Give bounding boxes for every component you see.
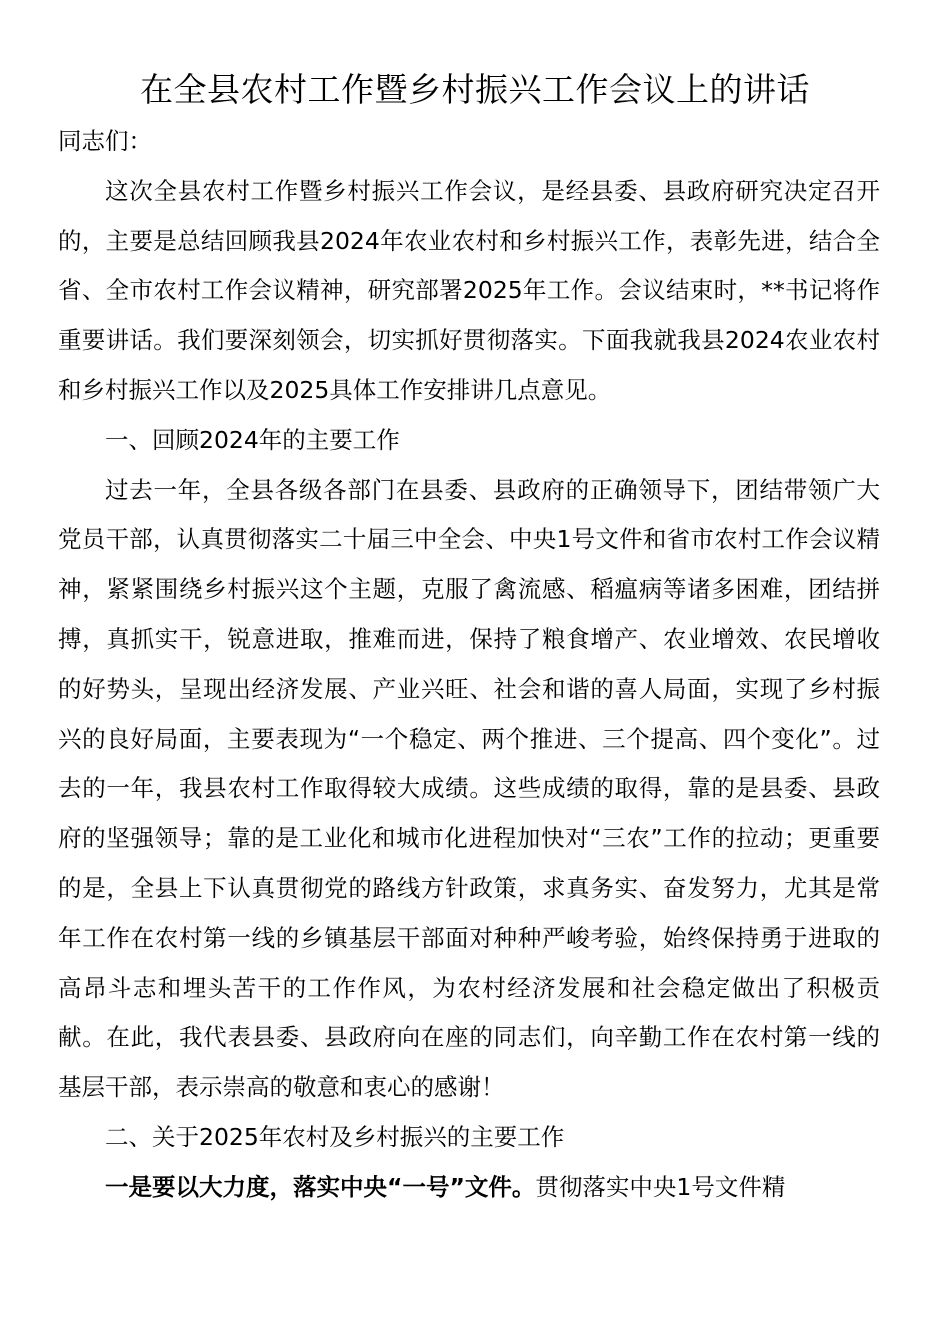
point-1-lead: 一是要以大力度，落实中央“一号”文件。	[105, 1172, 536, 1201]
paragraph-point-1	[58, 1163, 880, 1213]
salutation: 同志们：	[58, 127, 152, 155]
paragraph-intro: 这次全县农村工作暨乡村振兴工作会议，是经县委、县政府研究决定召开的，主要是总结回顾我县2024年农业农村和乡村振兴工作，表彰先进，结合全省、全市农村工作会议精神，研究部署2025年工作。会议结束时，**书记将作重要讲话。我们要深刻领会，切实抓好贯彻落实。下面我就我县2024农业农村和乡村振兴工作以及2025具体工作安排讲几点意见。	[58, 176, 880, 404]
paragraph-review: 过去一年，全县各级各部门在县委、县政府的正确领导下，团结带领广大党员干部，认真贯彻落实二十届三中全会、中央1号文件和省市农村工作会议精神，紧紧围绕乡村振兴这个主题，克服了禽流感、稻瘟病等诸多困难，团结拼搏，真抓实干，锐意进取，推难而进，保持了粮食增产、农业增效、农民增收的好势头，呈现出经济发展、产业兴旺、社会和谐的喜人局面，实现了乡村振兴的良好局面，主要表现为“一个稳定、两个推进、三个提高、四个变化”。过去的一年，我县农村工作取得较大成绩。这些成绩的取得，靠的是县委、县政府的坚强领导；靠的是工业化和城市化进程加快对“三农”工作的拉动；更重要的是，全县上下认真贯彻党的路线方针政策，求真务实、奋发努力，尤其是常年工作在农村第一线的乡镇基层干部面对种种严峻考验，始终保持勇于进取的高昂斗志和埋头苦干的工作作风，为农村经济发展和社会稳定做出了积极贡献。在此，我代表县委、县政府向在座的同志们，向辛勤工作在农村第一线的基层干部，表示崇高的敬意和衷心的感谢！	[58, 475, 880, 1102]
section-heading-2: 二、关于2025年农村及乡村振兴的主要工作	[105, 1122, 565, 1151]
section-heading-1: 一、回顾2024年的主要工作	[105, 425, 400, 454]
document-body	[58, 117, 880, 1213]
document-title: 在全县农村工作暨乡村振兴工作会议上的讲话	[140, 70, 810, 109]
point-1-text: 贯彻落实中央1号文件精	[535, 1172, 786, 1201]
